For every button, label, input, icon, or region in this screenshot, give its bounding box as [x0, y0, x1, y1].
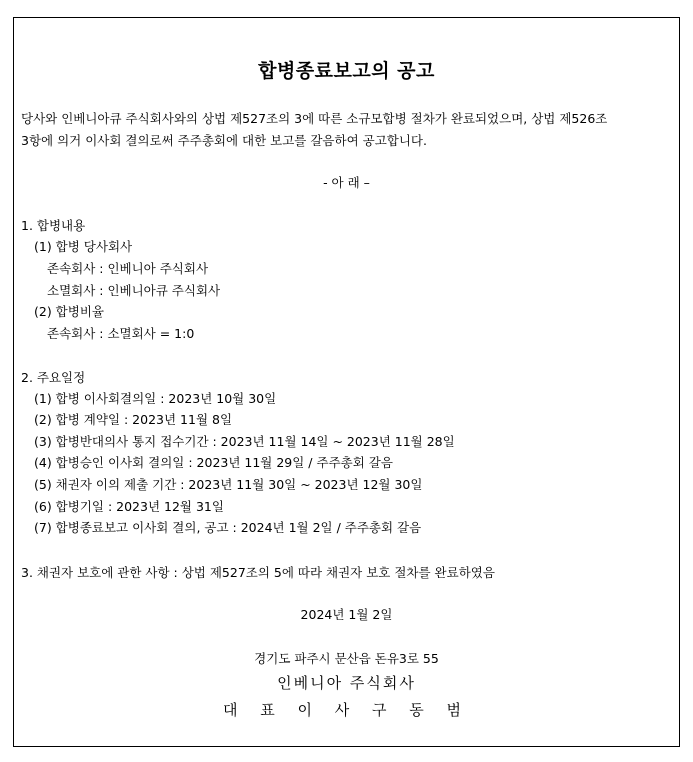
section-2-heading: 2. 주요일정: [21, 370, 86, 385]
schedule-item: (3) 합병반대의사 통지 접수기간 : 2023년 11월 14일 ~ 2023년 11월 28일: [34, 434, 455, 449]
merger-ratio: 존속회사 : 소멸회사 = 1:0: [47, 326, 195, 341]
schedule-item: (2) 합병 계약일 : 2023년 11월 8일: [34, 412, 233, 427]
section-1-heading: 1. 합병내용: [21, 218, 86, 233]
company-address: 경기도 파주시 문산읍 돈유3로 55: [254, 651, 439, 666]
schedule-item: (1) 합병 이사회결의일 : 2023년 10월 30일: [34, 391, 277, 406]
ceo-signature: 대 표 이 사 구 동 범: [222, 701, 471, 719]
schedule-item: (7) 합병종료보고 이사회 결의, 공고 : 2024년 1월 2일 / 주주총회 갈음: [34, 520, 422, 535]
intro-paragraph: [21, 108, 661, 152]
intro-line-1: 당사와 인베니아큐 주식회사와의 상법 제527조의 3에 따른 소규모합병 절차가 완료되었으며, 상법 제526조: [21, 111, 608, 126]
schedule-item: (6) 합병기일 : 2023년 12월 31일: [34, 499, 224, 514]
section-3-text: 3. 채권자 보호에 관한 사항 : 상법 제527조의 5에 따라 채권자 보호 절차를 완료하였음: [21, 565, 495, 580]
schedule-item: (5) 채권자 이의 제출 기간 : 2023년 11월 30일 ~ 2023년 12월 30일: [34, 477, 423, 492]
notice-date: 2024년 1월 2일: [300, 607, 393, 622]
schedule-item: (4) 합병승인 이사회 결의일 : 2023년 11월 29일 / 주주총회 갈음: [34, 455, 393, 470]
surviving-company: 존속회사 : 인베니아 주식회사: [47, 261, 209, 276]
intro-line-2: 3항에 의거 이사회 결의로써 주주총회에 대한 보고를 갈음하여 공고합니다.: [21, 133, 427, 148]
below-heading: - 아 래 –: [323, 175, 370, 190]
merger-parties-heading: (1) 합병 당사회사: [34, 239, 133, 254]
merger-ratio-heading: (2) 합병비율: [34, 304, 104, 319]
company-name: 인베니아 주식회사: [277, 674, 416, 692]
notice-title: 합병종료보고의 공고: [258, 60, 435, 82]
dissolved-company: 소멸회사 : 인베니아큐 주식회사: [47, 283, 221, 298]
